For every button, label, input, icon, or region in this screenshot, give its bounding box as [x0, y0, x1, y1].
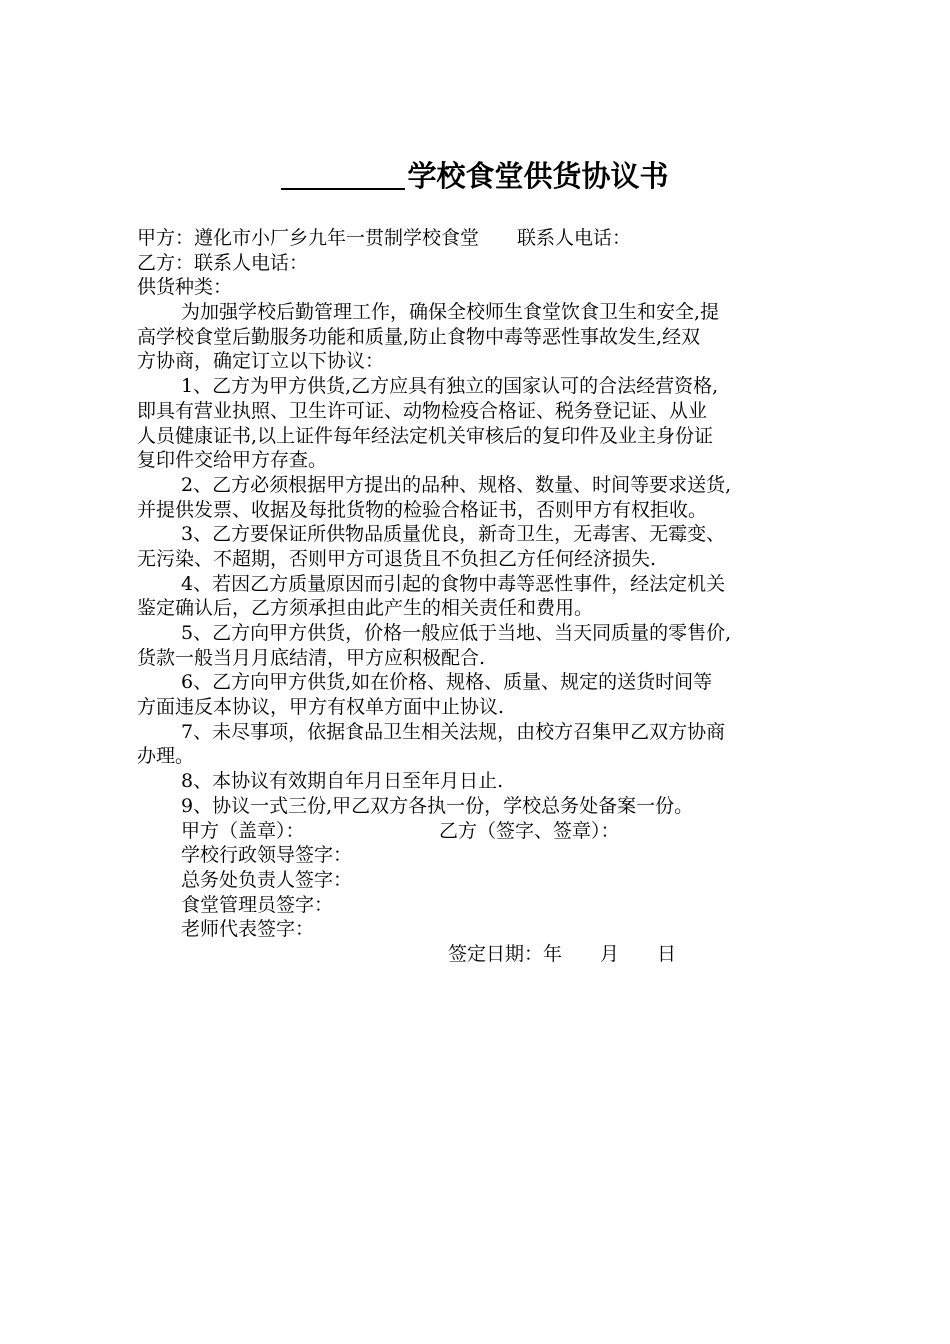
clause-5	[137, 621, 837, 670]
preamble-line: 为加强学校后勤管理工作，确保全校师生食堂饮食卫生和安全,提	[181, 301, 720, 324]
clause-3	[137, 522, 837, 571]
clause-line: 无污染、不超期，否则甲方可退货且不负担乙方任何经济损失.	[137, 547, 657, 570]
teacher-rep-signature: 老师代表签字：	[181, 918, 315, 941]
party-a-seal-label: 甲方（盖章）：	[181, 819, 305, 842]
clause-line: 5、乙方向甲方供货，价格一般应低于当地、当天同质量的零售价,	[181, 622, 732, 644]
logistics-head-signature: 总务处负责人签字：	[181, 868, 353, 891]
signing-date-day: 日	[657, 942, 677, 965]
clause-9	[137, 794, 837, 819]
school-leader-signature: 学校行政领导签字：	[181, 844, 353, 867]
party-b-line: 乙方：联系人电话：	[137, 251, 309, 274]
title-text: 学校食堂供货协议书	[407, 159, 669, 193]
clause-7	[137, 720, 837, 769]
clause-line: 即具有营业执照、卫生许可证、动物检疫合格证、税务登记证、从业	[137, 399, 708, 422]
clause-line: 7、未尽事项，依据食品卫生相关法规，由校方召集甲乙双方协商	[181, 720, 726, 743]
clause-line: 并提供发票、收据及每批货物的检验合格证书，否则甲方有权拒收。	[137, 498, 708, 521]
preamble-line: 高学校食堂后勤服务功能和质量,防止食物中毒等恶性事故发生,经双	[137, 325, 701, 348]
signing-date	[137, 942, 837, 967]
seal-row	[137, 819, 837, 844]
preamble	[137, 300, 837, 374]
canteen-manager-signature: 食堂管理员签字：	[181, 893, 334, 916]
document-body	[137, 226, 837, 967]
party-a-contact: 联系人电话：	[517, 227, 632, 249]
clause-6	[137, 670, 837, 719]
clause-line: 办理。	[137, 745, 195, 768]
clause-line: 货款一般当月月底结清，甲方应积极配合.	[137, 646, 486, 669]
party-a-line	[137, 226, 837, 251]
signing-date-label: 签定日期：年	[448, 942, 563, 965]
clause-4	[137, 572, 837, 621]
party-b-seal-label: 乙方（签字、签章）：	[439, 819, 620, 842]
clause-line: 8、本协议有效期自年月日至年月日止.	[181, 770, 504, 793]
clause-line: 鉴定确认后，乙方须承担由此产生的相关责任和费用。	[137, 597, 594, 620]
clause-line: 2、乙方必须根据甲方提出的品种、规格、数量、时间等要求送货,	[181, 473, 732, 496]
clause-1	[137, 374, 837, 473]
signing-date-month: 月	[600, 942, 620, 965]
title-blank-line	[281, 158, 405, 190]
clause-line: 人员健康证书,以上证件每年经法定机关审核后的复印件及业主身份证	[137, 424, 714, 447]
clause-8	[137, 769, 837, 794]
supply-type-line: 供货种类：	[137, 276, 233, 299]
clause-line: 3、乙方要保证所供物品质量优良，新奇卫生，无毒害、无霉变、	[181, 523, 726, 546]
clause-2	[137, 473, 837, 522]
clause-line: 方面违反本协议，甲方有权单方面中止协议.	[137, 696, 505, 719]
clause-line: 复印件交给甲方存查。	[137, 449, 328, 472]
clause-line: 6、乙方向甲方供货,如在价格、规格、质量、规定的送货时间等	[181, 671, 713, 694]
clause-line: 9、协议一式三份,甲乙双方各执一份，学校总务处备案一份。	[181, 794, 694, 817]
clause-line: 4、若因乙方质量原因而引起的食物中毒等恶性事件，经法定机关	[181, 572, 726, 595]
preamble-line: 方协商，确定订立以下协议：	[137, 350, 385, 373]
clause-line: 1、乙方为甲方供货,乙方应具有独立的国家认可的合法经营资格,	[181, 375, 719, 398]
party-a: 甲方：遵化市小厂乡九年一贯制学校食堂	[137, 227, 480, 249]
document-title	[0, 156, 950, 196]
